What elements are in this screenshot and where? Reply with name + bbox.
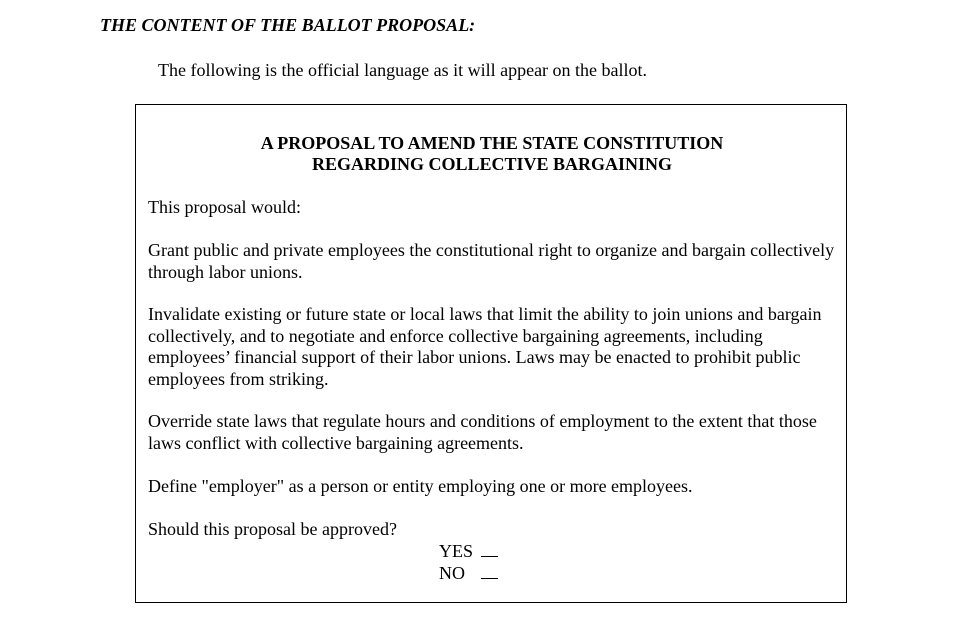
- ballot-question: Should this proposal be approved?: [148, 519, 397, 539]
- ballot-item-define-employer: Define "employer" as a person or entity employing one or more employees.: [148, 476, 693, 496]
- section-heading: THE CONTENT OF THE BALLOT PROPOSAL:: [100, 15, 476, 35]
- answer-no-label: NO: [439, 563, 465, 583]
- answer-yes[interactable]: [439, 540, 498, 562]
- ballot-lead: This proposal would:: [148, 197, 301, 217]
- answer-yes-label: YES: [439, 541, 474, 561]
- answer-options: [439, 540, 498, 584]
- ballot-item-organize: Grant public and private employees the constitutional right to organize and bargain collectively through labor unions.: [148, 240, 835, 282]
- ballot-item-invalidate: Invalidate existing or future state or local laws that limit the ability to join unions and bargain collectively, and to negotiate and enforce collective bargaining agreements, including employees’ financial support of their labor unions. Laws may be enacted to prohibit public employees from striking.: [148, 304, 822, 389]
- ballot-title-line-2: REGARDING COLLECTIVE BARGAINING: [311, 154, 673, 174]
- intro-text: The following is the official language as it will appear on the ballot.: [158, 60, 648, 80]
- ballot-title: [136, 133, 848, 175]
- ballot-item-override: Override state laws that regulate hours and conditions of employment to the extent that those laws conflict with collective bargaining agreements.: [148, 411, 817, 453]
- answer-yes-blank[interactable]: [481, 541, 498, 557]
- ballot-title-line-1: A PROPOSAL TO AMEND THE STATE CONSTITUTION: [260, 133, 724, 153]
- answer-no[interactable]: [439, 562, 498, 584]
- answer-no-blank[interactable]: [481, 563, 498, 579]
- ballot-box: [135, 104, 847, 603]
